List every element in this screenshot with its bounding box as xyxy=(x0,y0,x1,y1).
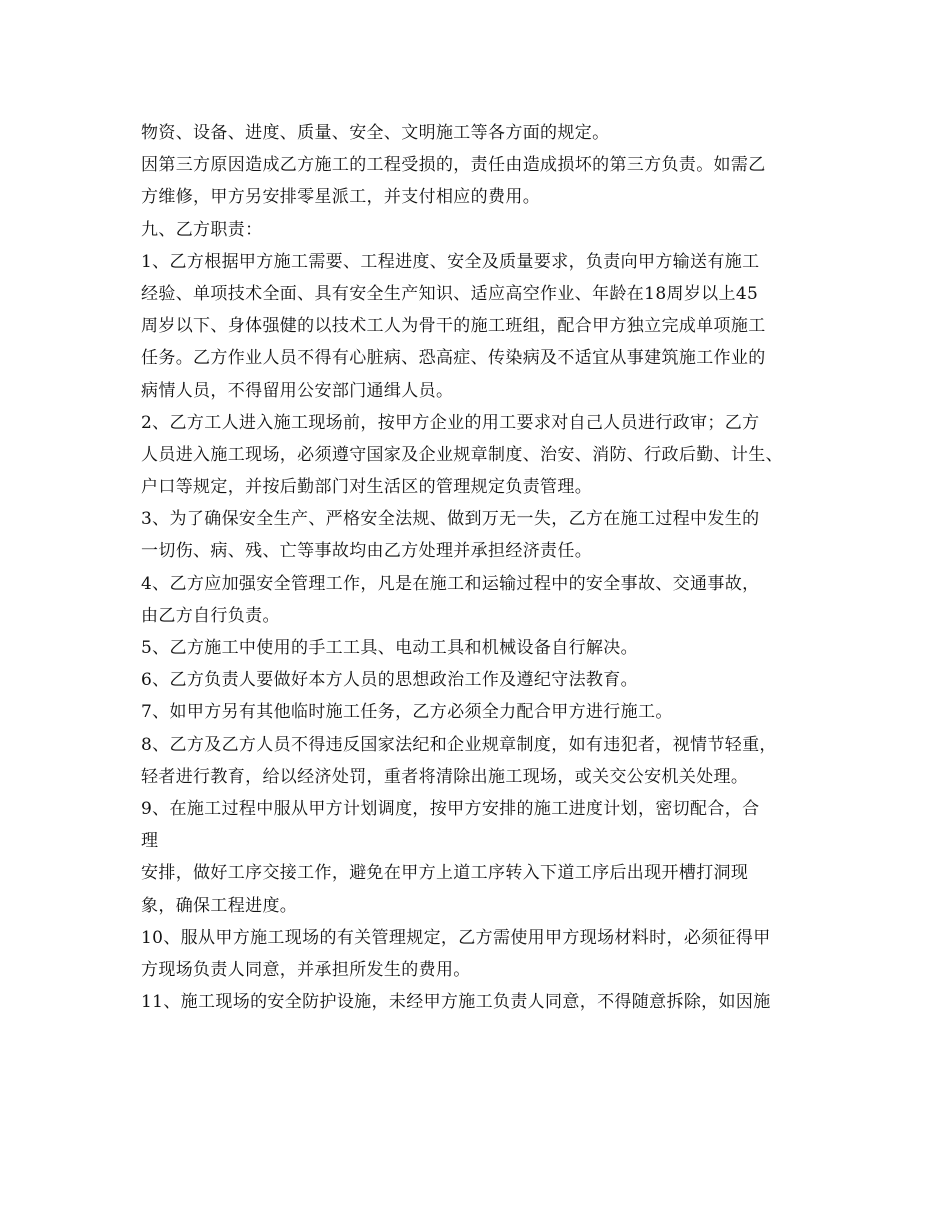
text-line: 由乙方自行负责。 xyxy=(141,605,280,626)
text-line: 安排，做好工序交接工作，避免在甲方上道工序转入下道工序后出现开槽打洞现 xyxy=(141,863,749,884)
text-line: 3、为了确保安全生产、严格安全法规、做到万无一失，乙方在施工过程中发生的 xyxy=(141,509,760,530)
text-line: 任务。乙方作业人员不得有心脏病、恐高症、传染病及不适宜从事建筑施工作业的 xyxy=(141,348,766,369)
section-heading: 九、乙方职责： xyxy=(141,219,263,240)
text-line: 户口等规定，并按后勤部门对生活区的管理规定负责管理。 xyxy=(141,477,593,498)
text-line: 物资、设备、进度、质量、安全、文明施工等各方面的规定。 xyxy=(141,123,610,143)
text-line: 象，确保工程进度。 xyxy=(141,895,298,916)
text-line: 10、服从甲方施工现场的有关管理规定，乙方需使用甲方现场材料时，必须征得甲 xyxy=(141,927,771,948)
text-line: 人员进入施工现场，必须遵守国家及企业规章制度、治安、消防、行政后勤、计生、 xyxy=(141,444,783,465)
text-line: 方现场负责人同意，并承担所发生的费用。 xyxy=(141,959,471,980)
text-line: 11、施工现场的安全防护设施，未经甲方施工负责人同意，不得随意拆除，如因施 xyxy=(141,992,771,1013)
text-line: 4、乙方应加强安全管理工作，凡是在施工和运输过程中的安全事故、交通事故， xyxy=(141,573,760,594)
text-line: 病情人员，不得留用公安部门通缉人员。 xyxy=(141,380,454,401)
text-line: 6、乙方负责人要做好本方人员的思想政治工作及遵纪守法教育。 xyxy=(141,670,638,691)
text-line: 一切伤、病、残、亡等事故均由乙方处理并承担经济责任。 xyxy=(141,541,593,562)
text-line: 5、乙方施工中使用的手工工具、电动工具和机械设备自行解决。 xyxy=(141,638,638,658)
document-body xyxy=(141,117,831,1018)
text-line: 7、如甲方另有其他临时施工任务，乙方必须全力配合甲方进行施工。 xyxy=(141,702,673,723)
text-line: 理 xyxy=(141,831,159,852)
text-line: 8、乙方及乙方人员不得违反国家法纪和企业规章制度，如有违犯者，视情节轻重， xyxy=(141,734,777,755)
text-line: 因第三方原因造成乙方施工的工程受损的，责任由造成损坏的第三方负责。如需乙 xyxy=(141,155,766,176)
text-line: 方维修，甲方另安排零星派工，并支付相应的费用。 xyxy=(141,187,541,208)
text-line: 1、乙方根据甲方施工需要、工程进度、安全及质量要求，负责向甲方输送有施工 xyxy=(141,251,760,272)
text-line: 2、乙方工人进入施工现场前，按甲方企业的用工要求对自己人员进行政审；乙方 xyxy=(141,412,760,433)
text-line: 轻者进行教育，给以经济处罚，重者将清除出施工现场，或关交公安机关处理。 xyxy=(141,766,749,787)
text-line: 经验、单项技术全面、具有安全生产知识、适应高空作业、年龄在18周岁以上45 xyxy=(141,283,759,304)
text-line: 周岁以下、身体强健的以技术工人为骨干的施工班组，配合甲方独立完成单项施工 xyxy=(141,316,766,337)
text-line: 9、在施工过程中服从甲方计划调度，按甲方安排的施工进度计划，密切配合，合 xyxy=(141,798,760,819)
